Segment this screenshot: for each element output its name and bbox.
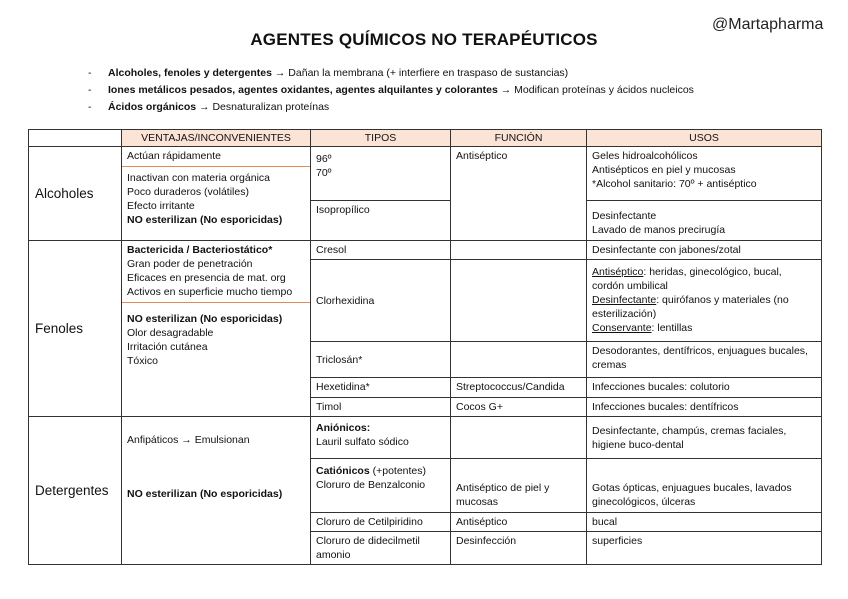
fenoles-funcion-hexetidina: Streptococcus/Candida <box>451 378 587 398</box>
fenoles-usos-timol: Infecciones bucales: dentífricos <box>587 398 822 417</box>
detergentes-tipo-didecilmetil: Cloruro de didecilmetil amonio <box>311 532 451 565</box>
cell-text: Bactericida / Bacteriostático* <box>127 244 273 256</box>
cell-text: *Alcohol sanitario: 70º + antiséptico <box>592 178 757 190</box>
fenoles-funcion-timol: Cocos G+ <box>451 398 587 417</box>
list-item: - Alcoholes, fenoles y detergentes → Dañan la membrana (+ interfiere en traspaso de sustancias) <box>88 67 569 79</box>
cell-text: Anfipáticos → Emulsionan <box>127 434 250 446</box>
cell-text: 96º <box>316 153 332 165</box>
detergentes-tipo-cationicos <box>311 459 451 513</box>
fenoles-ventajas <box>122 241 311 417</box>
cell-text: Inactivan con materia orgánica <box>127 172 270 184</box>
detergentes-usos-anionicos: Desinfectante, champús, cremas faciales, higiene buco-dental <box>587 417 822 459</box>
fenoles-funcion-cresol <box>451 241 587 260</box>
cell-text: (+potentes) <box>369 465 427 477</box>
agents-table <box>28 129 822 565</box>
bullet-text: → Desnaturalizan proteínas <box>196 101 330 113</box>
cell-text: Aniónicos: <box>316 422 371 434</box>
detergentes-ventajas <box>122 417 311 565</box>
group-alcoholes: Alcoholes <box>29 147 122 241</box>
cell-text: Antisépticos en piel y mucosas <box>592 164 736 176</box>
author-handle: @Martapharma <box>712 16 824 33</box>
cell-text: : lentillas <box>651 322 693 334</box>
table-header-row <box>29 130 822 147</box>
cell-text: Irritación cutánea <box>127 341 208 353</box>
header-usos: USOS <box>587 130 822 147</box>
bullet-text: → Modifican proteínas y ácidos nucleicos <box>497 84 694 96</box>
alcoholes-tipo-96-70 <box>311 147 451 201</box>
fenoles-funcion-clorhexidina <box>451 260 587 342</box>
group-fenoles: Fenoles <box>29 241 122 417</box>
list-item: - Ácidos orgánicos → Desnaturalizan proteínas <box>88 101 330 113</box>
cell-text: Actúan rápidamente <box>127 150 221 162</box>
bullet-bold: Iones metálicos pesados, agentes oxidantes, agentes alquilantes y colorantes <box>108 84 498 96</box>
cell-divider <box>122 166 310 167</box>
cell-text: Lauril sulfato sódico <box>316 436 409 448</box>
fenoles-tipo-cresol: Cresol <box>311 241 451 260</box>
detergentes-funcion-cetilpiridino: Antiséptico <box>451 513 587 532</box>
fenoles-usos-cresol: Desinfectante con jabones/zotal <box>587 241 822 260</box>
cell-text: 70º <box>316 167 332 179</box>
alcoholes-usos-b <box>587 201 822 241</box>
table-row <box>29 241 822 260</box>
fenoles-tipo-clorhexidina: Clorhexidina <box>311 260 451 342</box>
cell-text: Activos en superficie mucho tiempo <box>127 286 293 298</box>
detergentes-funcion-cationicos: Antiséptico de piel y mucosas <box>451 459 587 513</box>
cell-text: Efecto irritante <box>127 200 195 212</box>
detergentes-tipo-anionicos <box>311 417 451 459</box>
fenoles-tipo-hexetidina: Hexetidina* <box>311 378 451 398</box>
bullet-bold: Ácidos orgánicos <box>108 101 197 113</box>
fenoles-usos-triclosan: Desodorantes, dentífricos, enjuagues bucales, cremas <box>587 342 822 378</box>
group-detergentes: Detergentes <box>29 417 122 565</box>
detergentes-usos-cetilpiridino: bucal <box>587 513 822 532</box>
cell-text: Antiséptico <box>592 266 644 278</box>
header-funcion: FUNCIÓN <box>451 130 587 147</box>
cell-text: Eficaces en presencia de mat. org <box>127 272 286 284</box>
fenoles-tipo-timol: Timol <box>311 398 451 417</box>
cell-text: Lavado de manos precirugía <box>592 224 726 236</box>
cell-text: NO esterilizan (No esporicidas) <box>127 214 283 226</box>
alcoholes-usos-a <box>587 147 822 201</box>
cell-text: Poco duraderos (volátiles) <box>127 186 249 198</box>
detergentes-tipo-cetilpiridino: Cloruro de Cetilpiridino <box>311 513 451 532</box>
alcoholes-funcion: Antiséptico <box>451 147 587 241</box>
cell-text: Geles hidroalcohólicos <box>592 150 698 162</box>
table-row <box>29 417 822 459</box>
alcoholes-ventajas <box>122 147 311 241</box>
header-ventajas: VENTAJAS/INCONVENIENTES <box>122 130 311 147</box>
header-blank <box>29 130 122 147</box>
table-row <box>29 147 822 201</box>
cell-text: : quirófanos y materiales (no esterilización) <box>592 294 789 320</box>
fenoles-funcion-triclosan <box>451 342 587 378</box>
cell-text: : heridas, ginecológico, bucal, cordón umbilical <box>592 266 782 292</box>
cell-text: Catiónicos <box>316 465 370 477</box>
cell-text: Cloruro de Benzalconio <box>316 479 426 491</box>
page-title: AGENTES QUÍMICOS NO TERAPÉUTICOS <box>250 30 598 49</box>
cell-text: NO esterilizan (No esporicidas) <box>127 313 283 325</box>
list-item: - Iones metálicos pesados, agentes oxidantes, agentes alquilantes y colorantes → Modifican proteínas y ácidos nucleicos <box>88 84 694 96</box>
mechanism-list <box>88 65 694 116</box>
fenoles-usos-hexetidina: Infecciones bucales: colutorio <box>587 378 822 398</box>
cell-text: Conservante <box>592 322 652 334</box>
bullet-text: → Dañan la membrana (+ interfiere en traspaso de sustancias) <box>271 67 569 79</box>
cell-text: Olor desagradable <box>127 327 214 339</box>
cell-text: Tóxico <box>127 355 158 367</box>
detergentes-funcion-anionicos <box>451 417 587 459</box>
bullet-bold: Alcoholes, fenoles y detergentes <box>108 67 272 79</box>
fenoles-tipo-triclosan: Triclosán* <box>311 342 451 378</box>
cell-text: Gran poder de penetración <box>127 258 253 270</box>
cell-text: NO esterilizan (No esporicidas) <box>127 488 283 500</box>
fenoles-usos-clorhexidina <box>587 260 822 342</box>
detergentes-funcion-didecilmetil: Desinfección <box>451 532 587 565</box>
cell-text: Desinfectante <box>592 210 657 222</box>
detergentes-usos-cationicos: Gotas ópticas, enjuagues bucales, lavados ginecológicos, úlceras <box>587 459 822 513</box>
cell-divider <box>122 302 310 303</box>
header-tipos: TIPOS <box>311 130 451 147</box>
cell-text: Desinfectante <box>592 294 657 306</box>
detergentes-usos-didecilmetil: superficies <box>587 532 822 565</box>
alcoholes-tipo-isopropilico: Isopropílico <box>311 201 451 241</box>
